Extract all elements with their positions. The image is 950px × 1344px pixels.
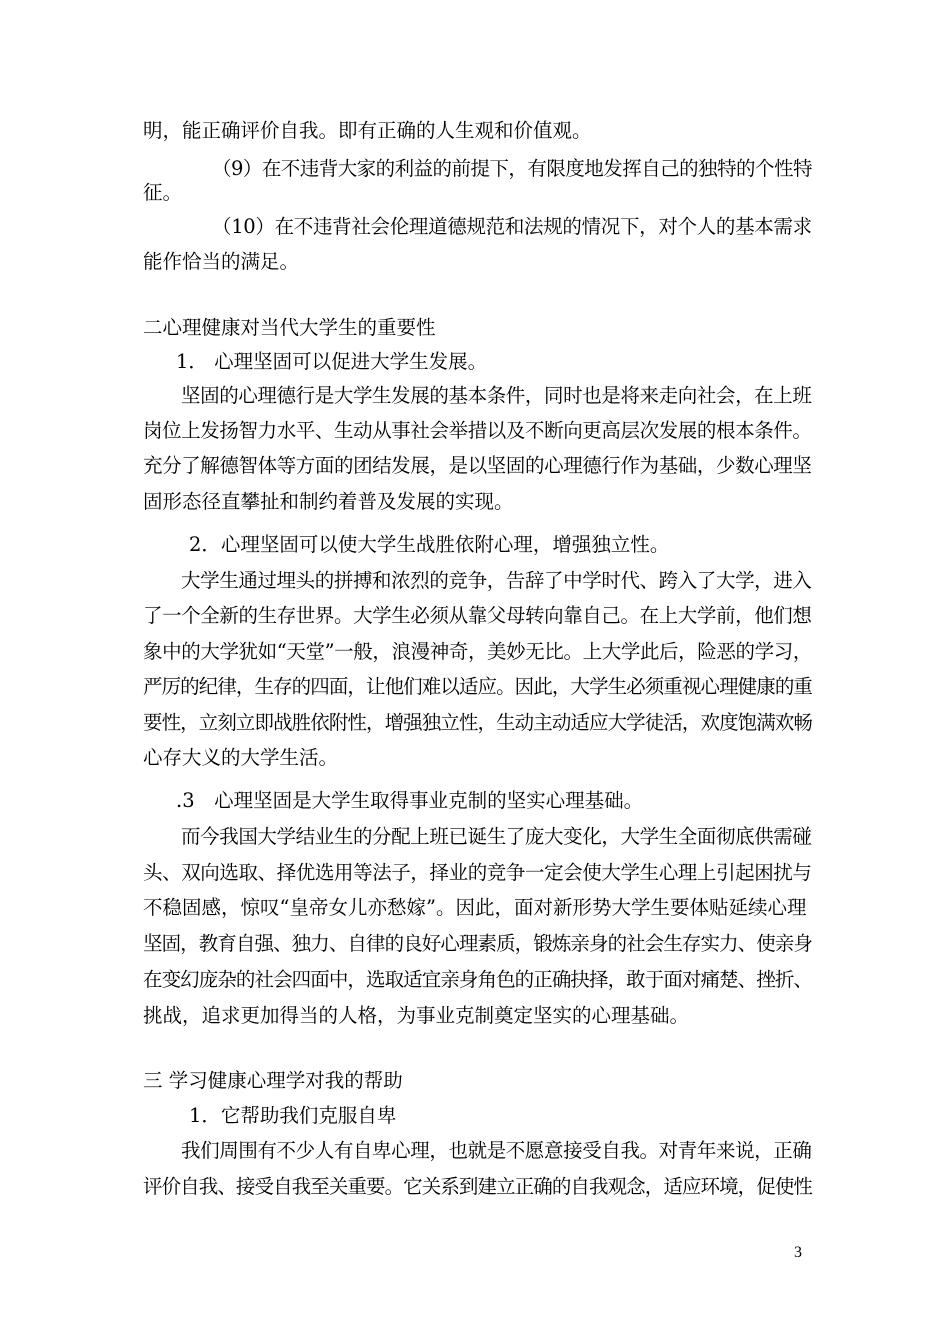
text-line: 而今我国大学结业生的分配上班已诞生了庞大变化，大学生全面彻底供需碰 [181, 825, 812, 848]
section-heading: 三 学习健康心理学对我的帮助 [143, 1069, 403, 1092]
text-line: 心存大义的大学生活。 [143, 746, 339, 769]
text-line: 坚固，教育自强、独力、自律的良好心理素质，锻炼亲身的社会生存实力、使亲身 [143, 932, 813, 955]
text-line: （10）在不违背社会伦理道德规范和法规的情况下，对个人的基本需求 [212, 215, 812, 238]
text-line: 严厉的纪律，生存的四面，让他们难以适应。因此，大学生必须重视心理健康的重 [143, 675, 813, 698]
section-heading: 二心理健康对当代大学生的重要性 [143, 316, 436, 339]
text-line: 大学生通过埋头的拼搏和浓烈的竞争，告辞了中学时代、跨入了大学，进入 [181, 569, 812, 592]
text-line: 头、双向选取、择优选用等法子，择业的竞争一定会使大学生心理上引起困扰与 [143, 861, 812, 884]
text-line: 评价自我、接受自我至关重要。它关系到建立正确的自我观念，适应环境，促使性 [143, 1175, 813, 1198]
text-line: 要性，立刻立即战胜依附性，增强独立性，生动主动适应大学徒活，欢度饱满欢畅 [143, 711, 813, 734]
subheading: 1． 心理坚固可以促进大学生发展。 [176, 350, 488, 373]
text-line: 充分了解德智体等方面的团结发展，是以坚固的心理德行作为基础，少数心理坚 [143, 454, 812, 477]
subheading: 2．心理坚固可以使大学生战胜依附心理，增强独立性。 [189, 533, 670, 556]
text-line: 固形态径直攀扯和制约着普及发展的实现。 [143, 490, 514, 513]
subheading: 1．它帮助我们克服自卑 [189, 1104, 397, 1127]
text-line: 能作恰当的满足。 [143, 250, 300, 273]
text-line: 征。 [143, 181, 183, 204]
text-line: 象中的大学犹如“天堂”一般，浪漫神奇，美妙无比。上大学此后，险恶的学习， [143, 640, 812, 663]
page-number: 3 [794, 1244, 802, 1261]
text-line: 坚固的心理德行是大学生发展的基本条件，同时也是将来走向社会，在上班 [181, 384, 812, 407]
text-line: 在变幻庞杂的社会四面中，选取适宜亲身角色的正确抉择，敢于面对痛楚、挫折、 [143, 968, 813, 991]
subheading: .3 心理坚固是大学生取得事业克制的坚实心理基础。 [176, 789, 644, 812]
text-line: 了一个全新的生存世界。大学生必须从靠父母转向靠自己。在上大学前，他们想 [143, 604, 812, 627]
text-line: （9）在不违背大家的利益的前提下，有限度地发挥自己的独特的个性特 [212, 157, 812, 180]
text-line: 不稳固感，惊叹“皇帝女儿亦愁嫁”。因此，面对新形势大学生要体贴延续心理 [143, 896, 807, 919]
text-line: 岗位上发扬智力水平、生动从事社会举措以及不断向更高层次发展的根本条件。 [143, 419, 812, 442]
text-line: 我们周围有不少人有自卑心理，也就是不愿意接受自我。对青年来说，正确 [181, 1139, 812, 1162]
text-line: 明，能正确评价自我。即有正确的人生观和价值观。 [143, 119, 592, 142]
text-line: 挑战，追求更加得当的人格，为事业克制奠定坚实的心理基础。 [143, 1004, 690, 1027]
